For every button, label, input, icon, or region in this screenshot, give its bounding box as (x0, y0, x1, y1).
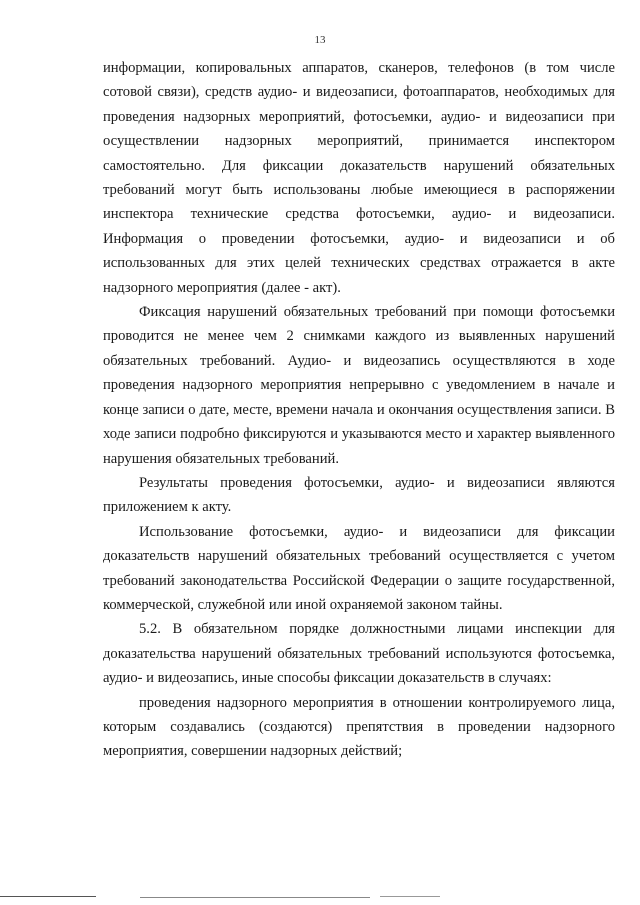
paragraph-results-appendix: Результаты проведения фотосъемки, аудио- и видеозаписи являются приложением к акту. (103, 474, 615, 516)
scan-edge-line (0, 894, 640, 900)
scan-line-segment (0, 896, 96, 897)
paragraph-continuation: информации, копировальных аппаратов, сканеров, телефонов (в том числе сотовой связи), средств аудио- и видеозаписи, фотоаппаратов, необходимых для проведения надзорных мероприятий, фотосъемки, аудио- и видеозаписи при осуществлении надзорных мероприятий, принимается инспектором самостоятельно. Для фиксации доказательств нарушений обязательных требований могут быть использованы любые имеющиеся в распоряжении инспектора технические средства фотосъемки, аудио- и видеозаписи. Информация о проведении фотосъемки, аудио- и видеозаписи и об использованных для этих целей технических средствах отражается в акте надзорного мероприятия (далее - акт). (103, 60, 615, 296)
paragraph-photo-fixation: Фиксация нарушений обязательных требований при помощи фотосъемки проводится не менее чем 2 снимками каждого из выявленных нарушений обязательных требований. Аудио- и видеозапись осуществляются в ходе проведения надзорного мероприятия непрерывно с уведомлением в начале и конце записи о дате, месте, времени начала и окончания осуществления записи. В ходе записи подробно фиксируются и указываются место и характер выявленного нарушения обязательных требований. (103, 304, 615, 467)
paragraph-section-5-2: 5.2. В обязательном порядке должностными лицами инспекции для доказательства нарушений обязательных требований используются фотосъемка, аудио- и видеозапись, иные способы фиксации доказательств в случаях: (103, 621, 615, 687)
page-number: 13 (314, 34, 326, 46)
scan-line-segment (380, 896, 440, 897)
paragraph-case-obstruction: проведения надзорного мероприятия в отношении контролируемого лица, которым создавались (создаются) препятствия в проведении надзорного мероприятия, совершении надзорных действий; (103, 694, 615, 760)
document-body (103, 56, 615, 764)
scan-line-segment (140, 897, 370, 898)
paragraph-secrecy-law: Использование фотосъемки, аудио- и видеозаписи для фиксации доказательств нарушений обязательных требований осуществляется с учетом требований законодательства Российской Федерации о защите государственной, коммерческой, служебной или иной охраняемой законом тайны. (103, 523, 615, 613)
